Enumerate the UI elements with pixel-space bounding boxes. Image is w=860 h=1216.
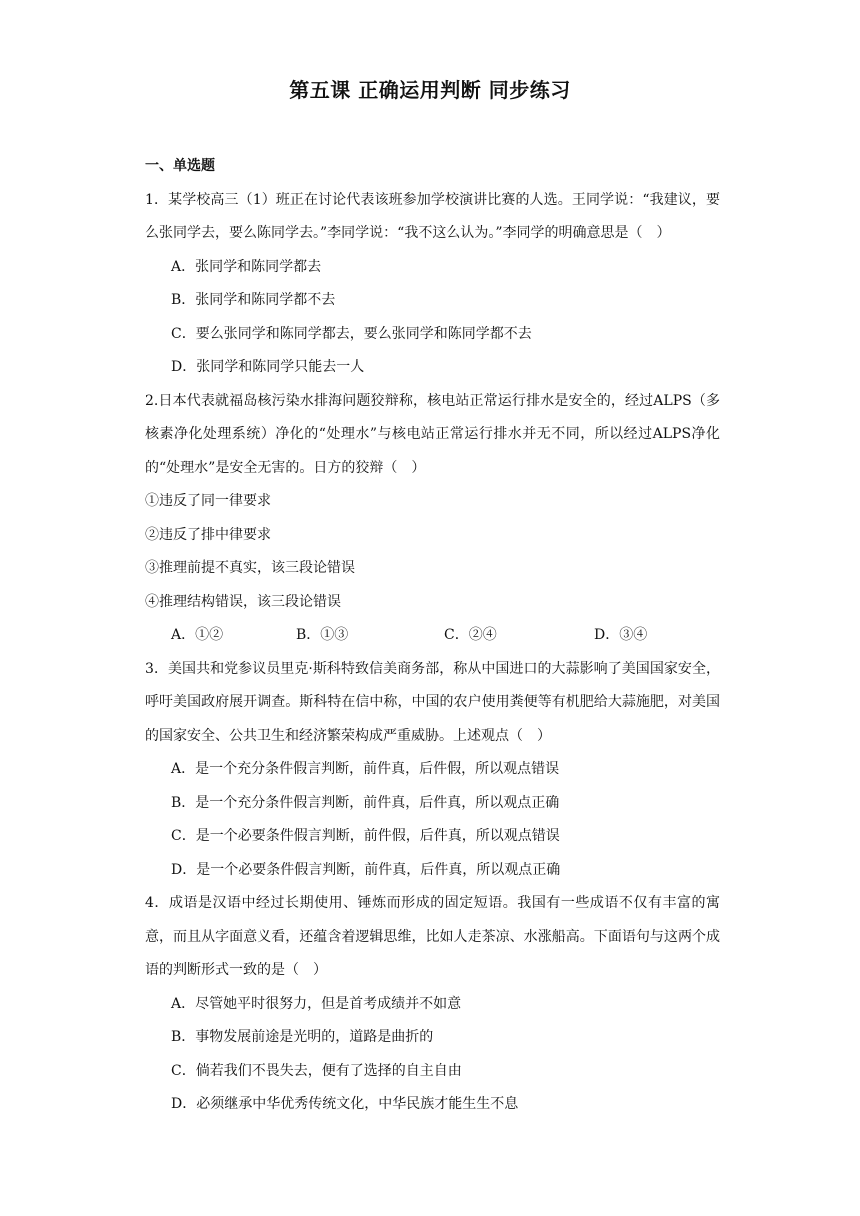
option-b: B．事物发展前途是光明的，道路是曲折的: [171, 1029, 434, 1045]
statement-4: ④推理结构错误，该三段论错误: [145, 593, 341, 610]
statement-2: ②违反了排中律要求: [145, 526, 271, 543]
option-b: B．①③: [296, 627, 349, 643]
option-d: D．是一个必要条件假言判断，前件真，后件真，所以观点正确: [171, 861, 561, 878]
option-b: B．是一个充分条件假言判断，前件真，后件真，所以观点正确: [171, 794, 560, 811]
option-d: D．必须继承中华优秀传统文化，中华民族才能生生不息: [171, 1096, 519, 1112]
question-3: [145, 653, 720, 888]
option-c: C．倘若我们不畏失去，便有了选择的自主自由: [171, 1062, 462, 1079]
question-stem: 4．成语是汉语中经过长期使用、锤炼而形成的固定短语。我国有一些成语不仅有丰富的寓意，而且从字面意义看，还蕴含着逻辑思维，比如人走茶凉、水涨船高。下面语句与这两个成语的判断形式一致的是（ ）: [145, 895, 720, 978]
statement-1: ①违反了同一律要求: [145, 493, 271, 509]
option-a: A．是一个充分条件假言判断，前件真，后件假，所以观点错误: [171, 761, 560, 777]
exercise-body: [145, 150, 720, 1122]
section-heading: 一、单选题: [145, 158, 215, 174]
option-c: C．是一个必要条件假言判断，前件假，后件真，所以观点错误: [171, 828, 560, 844]
page-title: 第五课 正确运用判断 同步练习: [289, 78, 571, 102]
option-a: A．尽管她平时很努力，但是首考成绩并不如意: [171, 995, 462, 1012]
option-c: C．要么张同学和陈同学都去，要么张同学和陈同学都不去: [171, 325, 532, 342]
question-4: [145, 887, 720, 1122]
question-stem: 3．美国共和党参议员里克·斯科特致信美商务部，称从中国进口的大蒜影响了美国国家安全，呼吁美国政府展开调查。斯科特在信中称，中国的农户使用粪便等有机肥给大蒜施肥，对美国的国家安全、公共卫生和经济繁荣构成严重威胁。上述观点（ ）: [145, 660, 720, 744]
question-stem: 2.日本代表就福岛核污染水排海问题狡辩称，核电站正常运行排水是安全的，经过ALPS（多核素净化处理系统）净化的“处理水”与核电站正常运行排水并无不同，所以经过ALPS净化的“处理水”是安全无害的。日方的狡辩（ ）: [145, 392, 720, 476]
option-d: D．张同学和陈同学只能去一人: [171, 359, 365, 375]
question-stem: 1．某学校高三（1）班正在讨论代表该班参加学校演讲比赛的人选。王同学说：“我建议，要么张同学去，要么陈同学去。”李同学说：“我不这么认为。”李同学的明确意思是（ ）: [145, 191, 720, 241]
statement-3: ③推理前提不真实，该三段论错误: [145, 560, 355, 576]
option-b: B．张同学和陈同学都不去: [171, 292, 336, 308]
question-1: [145, 184, 720, 385]
option-c: C．②④: [444, 627, 497, 643]
question-2: [145, 385, 720, 653]
option-a: A．①②: [171, 627, 224, 643]
option-row: [145, 619, 720, 653]
option-a: A．张同学和陈同学都去: [171, 258, 322, 275]
option-d: D．③④: [594, 627, 648, 643]
